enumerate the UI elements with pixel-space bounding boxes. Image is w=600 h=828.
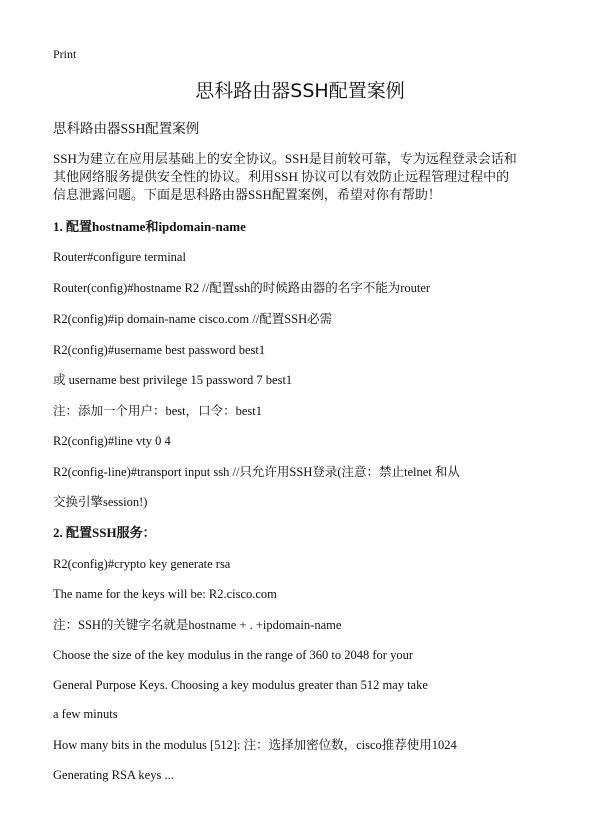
output-line: Choose the size of the key modulus in the range of 360 to 2048 for your (53, 648, 413, 662)
output-line: General Purpose Keys. Choosing a key modulus greater than 512 may take (53, 678, 428, 692)
config-line: Router#configure terminal (53, 250, 186, 264)
output-line: Generating RSA keys ... (53, 768, 174, 782)
config-line: Router(config)#hostname R2 //配置ssh的时候路由器的名字不能为router (53, 281, 431, 295)
config-line: R2(config)#username best password best1 (53, 343, 266, 357)
config-line: 交换引擎session!) (53, 495, 148, 509)
section-heading-2: 2. 配置SSH服务： (53, 525, 156, 540)
output-line: How many bits in the modulus [512]: 注：选择加密位数，cisco推荐使用1024 (53, 738, 457, 752)
config-line: R2(config)#line vty 0 4 (53, 434, 171, 448)
output-line: a few minuts (53, 707, 118, 721)
section-heading-1: 1. 配置hostname和ipdomain-name (53, 219, 246, 234)
config-line: R2(config)#ip domain-name cisco.com //配置SSH必需 (53, 312, 333, 326)
config-line: R2(config)#crypto key generate rsa (53, 557, 231, 571)
output-line: The name for the keys will be: R2.cisco.com (53, 587, 277, 601)
config-line: 或 username best privilege 15 password 7 best1 (53, 373, 293, 387)
doc-subtitle: 思科路由器SSH配置案例 (53, 121, 200, 136)
intro-line-1: SSH为建立在应用层基础上的安全协议。SSH是目前较可靠，专为远程登录会话和 (53, 151, 517, 166)
config-line: R2(config-line)#transport input ssh //只允许用SSH登录(注意：禁止telnet 和从 (53, 465, 460, 479)
note-line: 注：添加一个用户：best，口令：best1 (53, 404, 263, 418)
print-label: Print (53, 47, 77, 61)
page-title: 思科路由器SSH配置案例 (195, 80, 405, 102)
intro-line-3: 信息泄露问题。下面是思科路由器SSH配置案例，希望对你有帮助！ (53, 187, 441, 202)
note-line: 注：SSH的关键字名就是hostname + . +ipdomain-name (53, 618, 342, 632)
intro-line-2: 其他网络服务提供安全性的协议。利用SSH 协议可以有效防止远程管理过程中的 (53, 169, 510, 184)
